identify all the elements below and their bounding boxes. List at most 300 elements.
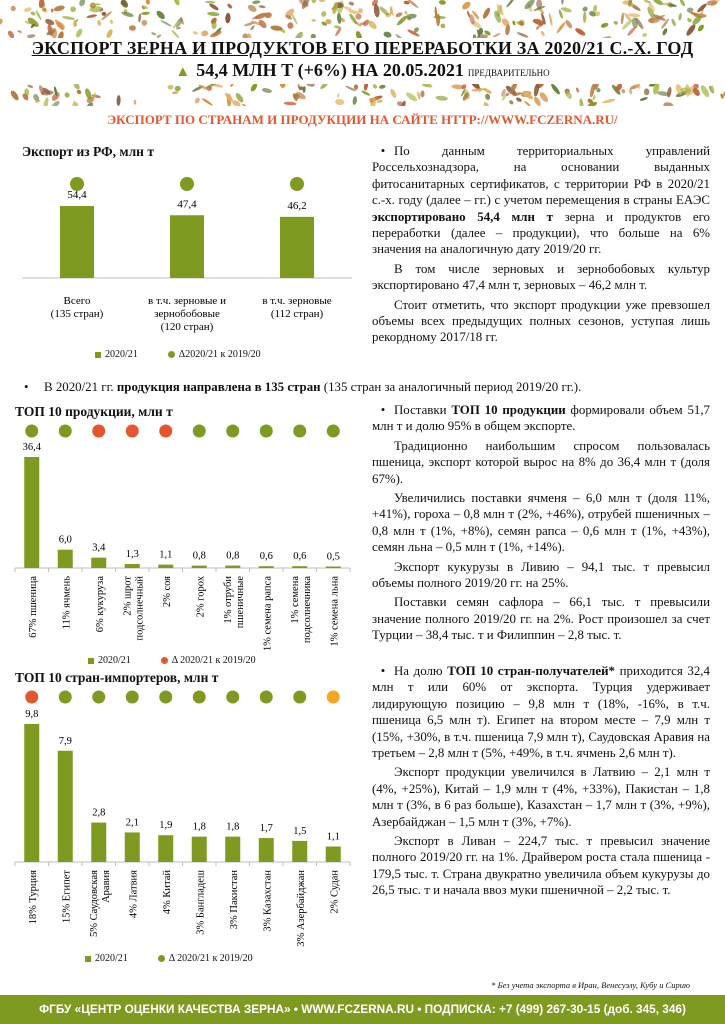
chart-bar bbox=[225, 837, 240, 862]
leaf-shape bbox=[493, 32, 501, 37]
bar-value-label: 1,7 bbox=[259, 823, 273, 835]
leaf-shape bbox=[42, 97, 49, 106]
paragraph bbox=[372, 833, 710, 899]
leaf-shape bbox=[284, 101, 297, 105]
text-run: Экспорт продукции увеличился в Латвию – 2,1 млн т (4%, +25%), Китай – 1,9 млн т (4%, +33%), Пакистан – 1,8 млн т (3%, в 6 раз больше), Казахстан – 1,7 млн т (3%, +9%), Азербайджан – 1,5 млн т (3%, +7%). bbox=[372, 765, 710, 829]
legend-dot-icon bbox=[158, 955, 165, 962]
legend-label: 2020/21 bbox=[95, 953, 128, 964]
bar-value-label: 1,8 bbox=[192, 821, 206, 833]
chart-bar bbox=[192, 837, 207, 862]
leaf-shape bbox=[247, 3, 258, 13]
category-label: 1% семена льна bbox=[329, 576, 341, 647]
leaf-shape bbox=[208, 2, 219, 11]
leaf-shape bbox=[508, 99, 514, 105]
leaf-shape bbox=[355, 30, 363, 38]
leaf-shape bbox=[685, 23, 697, 37]
category-label: 4% Латвия bbox=[128, 870, 140, 919]
bar-value-label: 1,1 bbox=[326, 831, 340, 843]
text-run: Увеличились поставки ячменя – 6,0 млн т (доля 11%, +41%), гороха – 0,8 млн т (2%, +46%), отрубей пшеничных – 0,8 млн т (1%, +8%), семян рапса – 0,6 млн т (1%, +43%), семян льна – 0,5 млн т (1%, +14%). bbox=[372, 491, 710, 555]
leaf-shape bbox=[335, 98, 345, 105]
leaf-shape bbox=[593, 5, 598, 13]
leaf-shape bbox=[395, 11, 403, 18]
bar-value-label: 46,2 bbox=[287, 199, 307, 212]
leaf-shape bbox=[602, 98, 616, 104]
delta-marker bbox=[59, 691, 72, 704]
leaf-shape bbox=[225, 13, 231, 24]
leaf-shape bbox=[484, 93, 490, 100]
leaf-shape bbox=[466, 11, 470, 18]
delta-marker bbox=[260, 691, 273, 704]
category-label-group bbox=[61, 870, 72, 923]
leaf-shape bbox=[105, 28, 114, 38]
leaf-shape bbox=[249, 84, 258, 92]
footnote: * Без учета экспорта в Иран, Венесуэлу, Кубу и Сирию bbox=[491, 980, 690, 990]
leaf-shape bbox=[363, 84, 369, 91]
leaf-shape bbox=[280, 84, 286, 88]
chart-bar bbox=[24, 457, 39, 568]
paragraph bbox=[372, 402, 710, 435]
leaf-shape bbox=[23, 6, 32, 12]
leaf-shape bbox=[78, 0, 86, 7]
leaf-shape bbox=[378, 5, 390, 16]
bar-value-label: 1,3 bbox=[125, 549, 139, 561]
leaf-shape bbox=[679, 0, 686, 7]
leaf-shape bbox=[17, 30, 22, 34]
delta-marker bbox=[25, 425, 38, 438]
leaf-shape bbox=[73, 84, 81, 90]
category-label: подсолнечный bbox=[134, 576, 146, 641]
leaf-shape bbox=[440, 23, 447, 30]
category-label: 2% соя bbox=[161, 576, 173, 608]
category-label: 3% Бангладеш bbox=[195, 870, 207, 935]
leaf-shape bbox=[482, 101, 490, 106]
chart-bar bbox=[259, 838, 274, 862]
leaf-shape bbox=[661, 28, 668, 36]
leaf-shape bbox=[361, 90, 371, 97]
category-label: 6% кукуруза bbox=[94, 576, 106, 633]
bold-text: ТОП 10 стран-получателей* bbox=[447, 664, 615, 678]
leaf-shape bbox=[226, 3, 233, 10]
leaf-shape bbox=[697, 24, 705, 33]
legend-label: 2020/21 bbox=[105, 349, 138, 360]
leaf-shape bbox=[670, 18, 676, 27]
leaf-shape bbox=[167, 84, 174, 90]
leaf-shape bbox=[205, 1, 216, 4]
category-label-group bbox=[195, 870, 206, 935]
legend-item-delta bbox=[168, 349, 261, 360]
text-countries-count bbox=[44, 379, 714, 395]
leaf-shape bbox=[699, 84, 711, 98]
delta-marker bbox=[293, 425, 306, 438]
legend-label: Δ 2020/21 к 2019/20 bbox=[171, 655, 256, 666]
category-label: (112 стран) bbox=[270, 308, 324, 320]
delta-marker bbox=[260, 425, 273, 438]
leaf-shape bbox=[439, 0, 446, 5]
legend-top10-products bbox=[88, 655, 256, 666]
leaf-shape bbox=[686, 17, 692, 23]
leaf-shape bbox=[230, 84, 235, 88]
leaf-shape bbox=[141, 11, 150, 15]
text-run: Традиционно наибольшим спросом пользовалась пшеница, экспорт которой вырос на 8% до 36,4 млн т (доля 67%). bbox=[372, 438, 710, 486]
leaf-shape bbox=[560, 6, 572, 13]
text-block-top10-products bbox=[372, 402, 710, 647]
chart-bar bbox=[292, 841, 307, 862]
paragraph bbox=[372, 559, 710, 592]
category-label: 3% Казахстан bbox=[262, 870, 274, 932]
leaf-shape bbox=[312, 19, 317, 22]
category-label: 2% горох bbox=[195, 576, 207, 618]
leaf-shape bbox=[134, 100, 137, 105]
bar-value-label: 54,4 bbox=[67, 189, 87, 201]
delta-marker bbox=[180, 177, 194, 191]
text-run: Поставки семян сафлора – 66,1 тыс. т превысили значение полного 2019/20 гг. на 2%. Рост произошел за счет Турции – 38,4 тыс. т и Филиппин – 2,8 тыс. т. bbox=[372, 595, 710, 643]
leaf-shape bbox=[30, 11, 36, 17]
leaf-shape bbox=[319, 84, 329, 90]
leaf-shape bbox=[533, 96, 543, 106]
chart-bar bbox=[280, 217, 314, 278]
leaf-shape bbox=[201, 30, 209, 37]
chart-bar bbox=[170, 215, 204, 278]
delta-marker bbox=[126, 691, 139, 704]
category-label-group bbox=[89, 870, 112, 937]
leaf-shape bbox=[435, 95, 448, 101]
leaf-shape bbox=[7, 30, 16, 38]
text-block-export-summary bbox=[372, 143, 710, 349]
leaf-shape bbox=[76, 89, 82, 95]
leaf-shape bbox=[620, 12, 624, 24]
chart-bar bbox=[225, 566, 240, 568]
text-run: Стоит отметить, что экспорт продукции уже превзошел объемы всех предыдущих полных сезонов, уступая лишь рекордному 2017/18 гг. bbox=[372, 297, 710, 345]
leaf-shape bbox=[642, 33, 648, 38]
category-label: пшеничные bbox=[234, 576, 246, 629]
text-run: формировали объем 51,7 млн т и долю 95% в общем экспорте. bbox=[372, 403, 711, 434]
chart-bar bbox=[292, 566, 307, 568]
category-label-group bbox=[122, 576, 145, 641]
chart-bar bbox=[24, 724, 39, 862]
leaf-shape bbox=[628, 13, 641, 18]
delta-marker bbox=[159, 691, 172, 704]
leaf-shape bbox=[516, 31, 529, 38]
bar-value-label: 1,5 bbox=[293, 825, 307, 837]
leaf-shape bbox=[320, 10, 327, 17]
leaf-shape bbox=[540, 30, 545, 37]
category-label-group bbox=[290, 576, 313, 643]
paragraph bbox=[372, 490, 710, 556]
triangle-up-icon: ▲ bbox=[175, 64, 191, 80]
chart-bar bbox=[58, 751, 73, 862]
category-label-group bbox=[229, 870, 240, 930]
leaf-shape bbox=[461, 0, 472, 11]
chart-bar bbox=[58, 550, 73, 568]
chart-bar bbox=[158, 835, 173, 862]
site-link[interactable]: ЭКСПОРТ ПО СТРАНАМ И ПРОДУКЦИИ НА САЙТЕ HTTP://WWW.FCZERNA.RU/ bbox=[107, 112, 618, 127]
leaf-shape bbox=[524, 100, 532, 106]
category-label: зернобобовые bbox=[154, 308, 220, 320]
leaf-shape bbox=[678, 13, 683, 21]
text-run: Поставки bbox=[394, 403, 452, 417]
delta-marker bbox=[193, 691, 206, 704]
leaf-shape bbox=[564, 19, 573, 30]
category-label: Всего bbox=[63, 295, 91, 307]
decorative-leaf-band-top bbox=[0, 0, 725, 38]
legend-export bbox=[95, 349, 261, 360]
delta-marker bbox=[92, 425, 105, 438]
category-label: 18% Турция bbox=[27, 870, 39, 925]
bar-value-label: 6,0 bbox=[58, 534, 72, 546]
leaf-shape bbox=[337, 93, 340, 98]
legend-top10-countries bbox=[85, 953, 253, 964]
legend-dot-icon bbox=[168, 351, 175, 358]
paragraph bbox=[372, 663, 710, 761]
chart-bar bbox=[326, 847, 341, 862]
leaf-shape bbox=[420, 90, 424, 97]
delta-marker bbox=[193, 425, 206, 438]
leaf-shape bbox=[201, 97, 213, 106]
bar-value-label: 1,1 bbox=[159, 549, 173, 561]
category-label-group bbox=[95, 576, 106, 633]
category-label-group bbox=[195, 575, 206, 617]
leaf-shape bbox=[9, 89, 20, 101]
leaf-shape bbox=[259, 5, 266, 9]
leaf-shape bbox=[173, 0, 181, 6]
chart-bar bbox=[259, 566, 274, 568]
category-label: 15% Египет bbox=[61, 870, 73, 924]
leaf-shape bbox=[174, 85, 181, 92]
leaf-shape bbox=[207, 11, 220, 16]
text-run: (135 стран за аналогичный период 2019/20 гг.). bbox=[320, 380, 582, 394]
leaf-shape bbox=[151, 32, 157, 36]
leaf-shape bbox=[579, 98, 584, 106]
chart-bar bbox=[125, 564, 140, 568]
text-run: Экспорт в Ливан – 224,7 тыс. т превысил значение полного 2019/20 гг. на 1%. Драйвером роста стала пшеница - 179,5 тыс. т. Страна двукратно увеличила объем кукурузы до 26,5 тыс. т и начала ввоз муки пшеничной – 2,2 тыс. т. bbox=[372, 834, 710, 898]
category-label-group bbox=[128, 870, 139, 918]
leaf-shape bbox=[252, 0, 261, 4]
leaf-shape bbox=[621, 88, 626, 94]
leaf-shape bbox=[583, 12, 587, 24]
bar-value-label: 0,6 bbox=[259, 551, 273, 563]
legend-label: Δ 2020/21 к 2019/20 bbox=[168, 953, 253, 964]
text-run: приходится 32,4 млн т или 60% от экспорта. Турция удерживает лидирующую позицию – 9,8 млн т (18%, -16%, в т.ч. пшеница 6,5 млн т). Египет на втором месте – 7,9 млн т (15%, +30%, в т.ч. пшеница 7,9 млн т), Саудовская Аравия на третьем – 2,8 млн т (5%, +49%, в т.ч. ячмень 2,6 млн т). bbox=[372, 664, 710, 761]
leaf-shape bbox=[141, 19, 148, 26]
bar-value-label: 1,8 bbox=[226, 821, 240, 833]
category-label: в т.ч. зерновые bbox=[262, 295, 332, 307]
footer-bar: ФГБУ «ЦЕНТР ОЦЕНКИ КАЧЕСТВА ЗЕРНА» • WWW.FCZERNA.RU • ПОДПИСКА: +7 (499) 267-30-15 (доб. 345, 346) bbox=[0, 995, 725, 1024]
category-label: 1% семена рапса bbox=[262, 576, 274, 652]
leaf-shape bbox=[9, 5, 16, 12]
category-label-group bbox=[162, 870, 173, 915]
bold-text: продукция направлена в 135 стран bbox=[116, 380, 321, 394]
category-label: 11% ячмень bbox=[61, 576, 73, 630]
leaf-shape bbox=[209, 30, 222, 38]
leaf-shape bbox=[639, 96, 648, 101]
leaf-shape bbox=[548, 13, 553, 26]
category-label-group bbox=[223, 576, 246, 629]
leaf-shape bbox=[172, 91, 179, 94]
category-label: (120 стран) bbox=[160, 321, 214, 333]
bar-value-label: 36,4 bbox=[22, 442, 41, 453]
legend-label: Δ2020/21 к 2019/20 bbox=[178, 349, 261, 360]
leaf-shape bbox=[575, 87, 579, 93]
delta-marker bbox=[290, 177, 304, 191]
leaf-shape bbox=[506, 0, 516, 8]
leaf-shape bbox=[311, 0, 317, 4]
leaf-shape bbox=[64, 91, 71, 98]
bar-value-label: 0,6 bbox=[293, 551, 307, 563]
leaf-shape bbox=[86, 14, 97, 19]
category-label: 3% Азербайджан bbox=[295, 870, 307, 947]
leaf-shape bbox=[482, 87, 492, 95]
category-label: 1% отруби bbox=[222, 576, 234, 624]
chart-bar bbox=[125, 832, 140, 862]
chart-top10-products bbox=[15, 424, 360, 652]
leaf-shape bbox=[53, 4, 65, 12]
decorative-leaf-band-middle bbox=[0, 84, 725, 106]
chart-top10-countries bbox=[15, 690, 360, 945]
leaf-shape bbox=[293, 30, 304, 38]
leaf-shape bbox=[264, 12, 272, 19]
legend-item-volume bbox=[95, 349, 138, 360]
category-label: 2% Судан bbox=[329, 870, 341, 914]
category-label-group bbox=[162, 576, 173, 607]
leaf-shape bbox=[379, 84, 386, 89]
leaf-shape bbox=[50, 100, 61, 106]
chart-export bbox=[22, 168, 362, 333]
bar-value-label: 7,9 bbox=[58, 735, 72, 747]
subtitle-total: 54,4 МЛН Т (+6%) НА 20.05.2021 bbox=[196, 60, 464, 80]
delta-marker bbox=[293, 691, 306, 704]
leaf-shape bbox=[57, 31, 65, 38]
leaf-shape bbox=[652, 0, 664, 6]
leaf-shape bbox=[145, 0, 150, 5]
bar-value-label: 2,1 bbox=[125, 817, 139, 829]
chart-bar bbox=[158, 565, 173, 568]
chart-bar bbox=[60, 206, 94, 278]
text-run: В том числе зерновых и зернобобовых культур экспортировано 47,4 млн т, зерновых – 46,2 млн т. bbox=[372, 261, 710, 293]
leaf-shape bbox=[352, 96, 357, 105]
leaf-shape bbox=[160, 19, 172, 27]
paragraph bbox=[372, 438, 710, 487]
paragraph bbox=[372, 143, 710, 258]
category-label-group bbox=[262, 870, 273, 932]
delta-marker bbox=[327, 691, 340, 704]
leaf-shape bbox=[116, 95, 121, 106]
leaf-shape bbox=[515, 97, 522, 103]
chart-title-export: Экспорт из РФ, млн т bbox=[22, 144, 154, 159]
leaf-shape bbox=[69, 6, 77, 13]
category-label-group bbox=[329, 576, 340, 647]
text-run: зерна и продуктов его переработки (далее – продукции), что больше на 6% значения на аналогичную дату 2019/20 гг. bbox=[372, 209, 710, 257]
leaf-shape bbox=[155, 9, 166, 20]
leaf-shape bbox=[121, 11, 134, 18]
paragraph bbox=[372, 764, 710, 830]
leaf-shape bbox=[192, 31, 198, 36]
delta-marker bbox=[25, 691, 38, 704]
paragraph bbox=[372, 594, 710, 643]
leaf-shape bbox=[250, 25, 256, 31]
legend-item-volume bbox=[88, 655, 131, 666]
leaf-shape bbox=[50, 8, 53, 12]
leaf-shape bbox=[383, 31, 392, 38]
delta-marker bbox=[226, 425, 239, 438]
bar-value-label: 2,8 bbox=[92, 807, 106, 819]
leaf-shape bbox=[138, 13, 142, 22]
bold-text: ТОП 10 продукции bbox=[451, 403, 566, 417]
legend-square-icon bbox=[95, 352, 101, 358]
leaf-shape bbox=[644, 88, 650, 95]
category-label: подсолнечника bbox=[301, 576, 313, 644]
bar-value-label: 0,8 bbox=[226, 550, 240, 562]
page-title: ЭКСПОРТ ЗЕРНА И ПРОДУКТОВ ЕГО ПЕРЕРАБОТКИ ЗА 2020/21 С.-Х. ГОД bbox=[31, 38, 694, 58]
bar-value-label: 0,5 bbox=[326, 551, 340, 563]
chart-bar bbox=[91, 558, 106, 568]
bar-value-label: 1,9 bbox=[159, 820, 173, 832]
leaf-shape bbox=[305, 84, 315, 88]
bold-text: экспортировано 54,4 млн т bbox=[372, 209, 553, 224]
leaf-shape bbox=[129, 25, 136, 31]
category-label-group bbox=[329, 870, 340, 914]
chart-title-top10-products: ТОП 10 продукции, млн т bbox=[15, 404, 173, 419]
leaf-shape bbox=[482, 7, 492, 20]
legend-label: 2020/21 bbox=[98, 655, 131, 666]
chart-bar bbox=[91, 823, 106, 862]
leaf-shape bbox=[171, 29, 180, 38]
bar-value-label: 9,8 bbox=[25, 709, 39, 720]
leaf-shape bbox=[337, 13, 342, 24]
leaf-shape bbox=[628, 89, 632, 95]
category-label: 2% шрот bbox=[122, 576, 134, 616]
leaf-shape bbox=[416, 91, 421, 100]
leaf-shape bbox=[319, 0, 325, 2]
category-label: Аравия bbox=[100, 870, 112, 903]
leaf-shape bbox=[555, 21, 566, 34]
leaf-shape bbox=[404, 10, 408, 15]
bar-value-label: 0,8 bbox=[192, 550, 206, 562]
leaf-shape bbox=[663, 101, 674, 106]
delta-marker bbox=[126, 425, 139, 438]
category-label: 3% Пакистан bbox=[228, 870, 240, 930]
legend-square-icon bbox=[85, 956, 91, 962]
bar-value-label: 3,4 bbox=[92, 542, 106, 554]
category-label: 5% Саудовская bbox=[88, 870, 100, 937]
text-run: Экспорт кукурузы в Ливию – 94,1 тыс. т превысил объемы полного 2019/20 гг. на 25%. bbox=[372, 559, 710, 591]
chart-bar bbox=[326, 566, 341, 568]
leaf-shape bbox=[0, 18, 4, 26]
leaf-shape bbox=[348, 1, 354, 6]
text-block-top10-countries bbox=[372, 663, 710, 902]
category-label-group bbox=[28, 576, 39, 638]
leaf-shape bbox=[62, 15, 76, 20]
category-label: в т.ч. зерновые и bbox=[148, 295, 226, 307]
leaf-shape bbox=[550, 84, 561, 96]
bar-value-label: 47,4 bbox=[177, 198, 197, 211]
leaf-shape bbox=[407, 0, 419, 9]
leaf-shape bbox=[287, 22, 294, 30]
leaf-shape bbox=[512, 20, 516, 25]
delta-marker bbox=[226, 691, 239, 704]
leaf-shape bbox=[261, 87, 272, 94]
legend-item-volume bbox=[85, 953, 128, 964]
leaf-shape bbox=[582, 6, 589, 13]
leaf-shape bbox=[533, 84, 540, 97]
legend-square-icon bbox=[88, 658, 94, 664]
leaf-shape bbox=[372, 84, 378, 89]
legend-item-delta bbox=[161, 655, 256, 666]
leaf-shape bbox=[405, 91, 419, 103]
category-label: 1% семена bbox=[289, 576, 301, 624]
leaf-shape bbox=[97, 20, 101, 26]
leaf-shape bbox=[75, 28, 84, 38]
legend-dot-icon bbox=[161, 657, 168, 664]
